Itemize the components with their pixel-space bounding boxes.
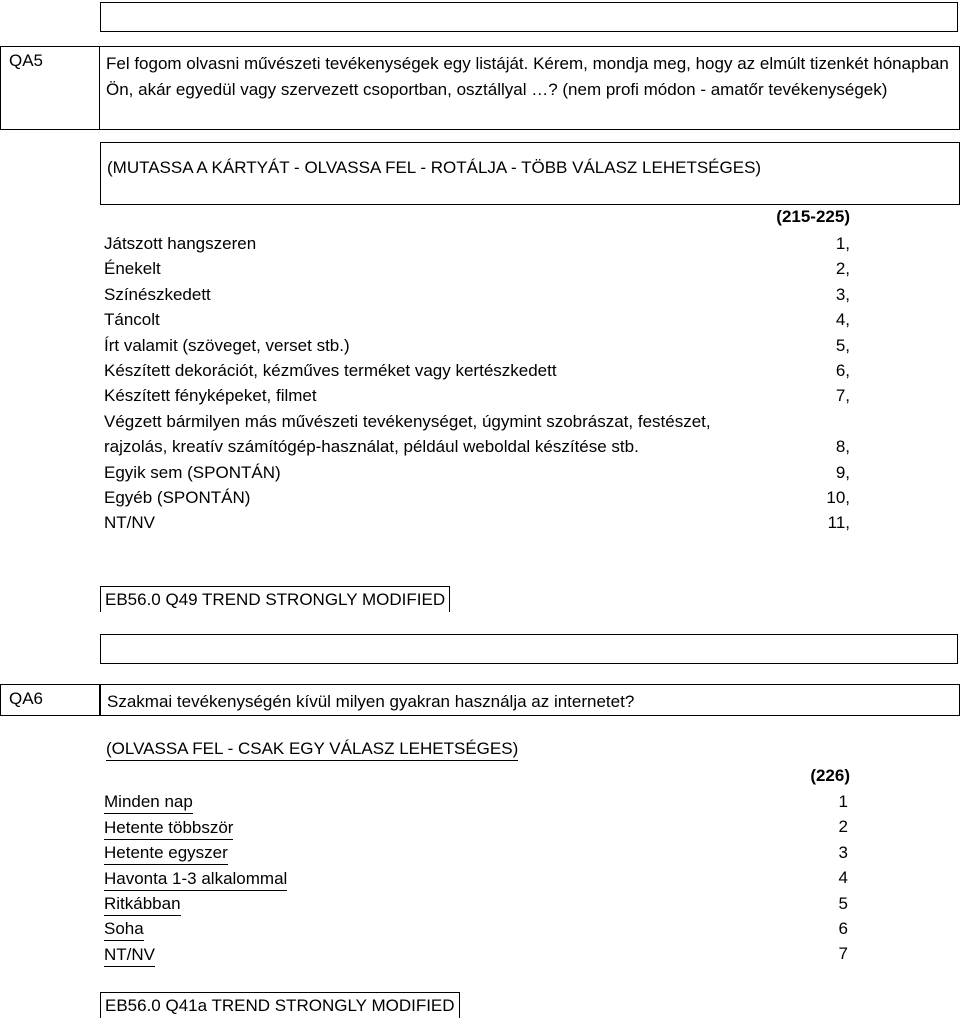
qa6-option-label: Minden nap (104, 790, 193, 814)
qa5-option-row (104, 460, 850, 485)
qa6-option-code: 5 (838, 893, 848, 913)
qa6-instruction: (OLVASSA FEL - CSAK EGY VÁLASZ LEHETSÉGES) (106, 738, 518, 761)
qa5-option-row (104, 231, 850, 256)
qa5-option-code: 8, (835, 437, 850, 457)
qa5-instruction: (MUTASSA A KÁRTYÁT - OLVASSA FEL - ROTÁLJA - TÖBB VÁLASZ LEHETSÉGES) (107, 158, 762, 177)
qa5-option-row (104, 485, 850, 510)
qa6-columns-header: (226) (810, 766, 850, 785)
qa5-option-label: Végzett bármilyen más művészeti tevékenységet, úgymint szobrászat, festészet, rajzolás, kreatív számítógép-használat, például weboldal készítése stb. (104, 411, 711, 457)
qa5-option-label: Írt valamit (szöveget, verset stb.) (104, 335, 350, 355)
qa6-option-list (104, 789, 848, 967)
qa5-option-label: NT/NV (104, 513, 155, 533)
qa5-option-label: Táncolt (104, 310, 160, 330)
qa5-option-row (104, 256, 850, 281)
qa6-option-row (104, 865, 848, 890)
qa5-instruction-cell (100, 142, 960, 205)
qa5-id-cell (0, 46, 100, 130)
qa5-columns-header: (215-225) (776, 207, 850, 226)
qa6-option-code: 6 (838, 919, 848, 939)
qa5-option-row (104, 307, 850, 332)
qa6-option-label: Hetente többször (104, 816, 233, 840)
qa6-option-code: 1 (838, 792, 848, 811)
qa6-question-cell (100, 684, 960, 716)
top-empty-box (100, 2, 958, 32)
qa6-trend-note: EB56.0 Q41a TREND STRONGLY MODIFIED (100, 992, 460, 1018)
qa5-option-code: 5, (835, 335, 850, 355)
qa5-option-code: 3, (835, 284, 850, 304)
qa6-option-label: Ritkábban (104, 892, 181, 916)
qa6-option-row (104, 814, 848, 839)
qa5-option-code: 7, (835, 386, 850, 406)
qa6-option-code: 4 (838, 868, 848, 888)
qa5-option-label: Egyik sem (SPONTÁN) (104, 462, 281, 482)
qa6-option-code: 2 (838, 817, 848, 837)
qa5-option-code: 11, (827, 513, 850, 533)
qa5-option-label: Színészkedett (104, 284, 211, 304)
qa5-option-label: Énekelt (104, 259, 161, 279)
qa5-option-row (104, 333, 850, 358)
qa6-option-label: Soha (104, 917, 144, 941)
qa6-question: Szakmai tevékenységén kívül milyen gyakran használja az internetet? (107, 692, 635, 711)
qa5-option-code: 1, (835, 234, 850, 253)
qa6-option-row (104, 840, 848, 865)
qa6-id: QA6 (9, 689, 44, 708)
qa5-option-code: 2, (835, 259, 850, 279)
qa6-option-row (104, 916, 848, 941)
qa5-option-code: 10, (826, 488, 850, 508)
qa5-option-row (104, 409, 850, 460)
qa5-option-label: Készített fényképeket, filmet (104, 386, 317, 406)
qa6-id-cell (0, 684, 100, 716)
qa5-id: QA5 (9, 51, 44, 70)
qa5-option-row (104, 282, 850, 307)
qa6-option-row (104, 891, 848, 916)
qa5-question: Fel fogom olvasni művészeti tevékenységek egy listáját. Kérem, mondja meg, hogy az elmúlt tizenkét hónapban Ön, akár egyedül vagy szervezett csoportban, osztállyal …? (nem profi módon - amatőr tevékenységek) (106, 54, 949, 99)
qa5-option-row (104, 358, 850, 383)
qa6-option-label: NT/NV (104, 943, 155, 967)
qa5-option-row (104, 383, 850, 408)
qa6-option-code: 3 (838, 842, 848, 862)
qa5-option-label: Játszott hangszeren (104, 234, 257, 253)
qa5-trend-note: EB56.0 Q49 TREND STRONGLY MODIFIED (100, 586, 450, 612)
qa5-option-code: 6, (835, 361, 850, 381)
middle-empty-box (100, 634, 958, 664)
qa5-option-list (104, 231, 850, 536)
qa5-option-code: 4, (835, 310, 850, 330)
qa6-option-label: Havonta 1-3 alkalommal (104, 867, 287, 891)
qa6-option-code: 7 (838, 944, 848, 964)
qa6-option-label: Hetente egyszer (104, 841, 228, 865)
qa6-option-row (104, 789, 848, 814)
qa5-option-label: Egyéb (SPONTÁN) (104, 488, 251, 508)
qa5-option-row (104, 510, 850, 535)
qa5-option-label: Készített dekorációt, kézműves terméket vagy kertészkedett (104, 361, 557, 381)
qa5-option-code: 9, (835, 462, 850, 482)
qa6-option-row (104, 941, 848, 966)
qa5-question-cell (100, 46, 960, 130)
